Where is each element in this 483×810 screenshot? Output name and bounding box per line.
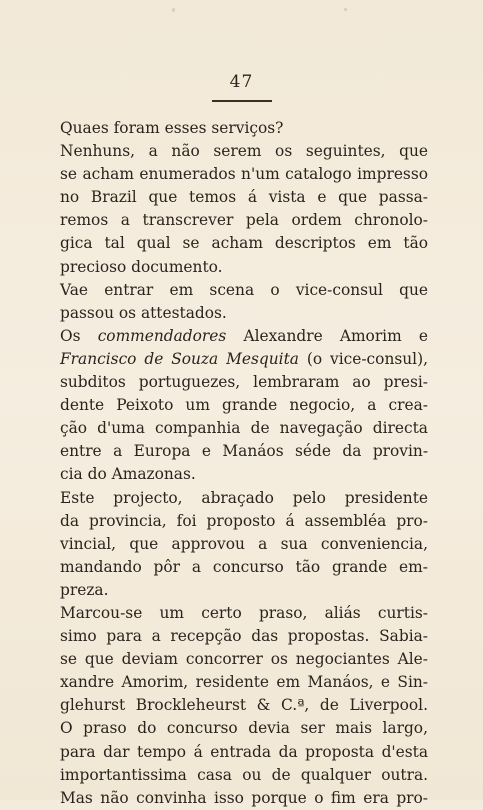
text-line: Os commendadores Alexandre Amorim e [60,326,428,345]
text-line: gica tal qual se acham descriptos em tão [60,234,429,253]
text-line: Mas não convinha isso porque o fim era pro- [60,788,428,807]
paper-spot [344,8,347,11]
header-rule [212,100,272,102]
text-line: remos a transcrever pela ordem chronolo- [60,211,428,230]
text-line: O praso do concurso devia ser mais largo, [60,719,428,738]
text-line: Este projecto, abraçado pelo presidente [60,488,428,507]
text-line: preza. [60,580,109,599]
text-line: ção d'uma companhia de navegação directa [60,419,428,438]
text-line: importantissima casa ou de qualquer outra. [60,765,429,784]
text-line: Vae entrar em scena o vice-consul que [60,280,428,299]
text-line: simo para a recepção das propostas. Sabia- [60,627,428,646]
text-line: entre a Europa e Manáos séde da provin- [60,442,429,461]
text-line: precioso documento. [60,257,223,276]
text-line: para dar tempo á entrada da proposta d'esta [60,742,429,761]
page-number: 47 [229,72,254,92]
text-line: Francisco de Souza Mesquita (o vice-consul), [60,349,428,368]
text-line: Quaes foram esses serviços? [60,119,284,137]
paper-spot [172,8,175,12]
text-line: cia do Amazonas. [60,465,196,484]
text-line: dente Peixoto um grande negocio, a crea- [60,396,428,415]
text-line: xandre Amorim, residente em Manáos, e Sin- [60,673,428,692]
text-line: passou os attestados. [60,303,227,322]
text-line: glehurst Brockleheurst & C.ª, de Liverpool. [60,696,428,715]
text-line: Nenhuns, a não serem os seguintes, que [60,142,429,161]
text-line: vincial, que approvou a sua conveniencia, [60,534,428,553]
text-line: mandando pôr a concurso tão grande em- [60,557,428,576]
text-line: subditos portuguezes, lembraram ao presi- [60,373,429,392]
text-line: da provincia, foi proposto á assembléa pro- [60,511,429,530]
text-line: no Brazil que temos á vista e que passa- [60,188,428,207]
text-line: se que deviam concorrer os negociantes Ale- [60,650,428,669]
text-line: se acham enumerados n'um catalogo impresso [60,165,428,184]
text-line: Marcou-se um certo praso, aliás curtis- [60,603,428,622]
body-text [60,117,428,810]
